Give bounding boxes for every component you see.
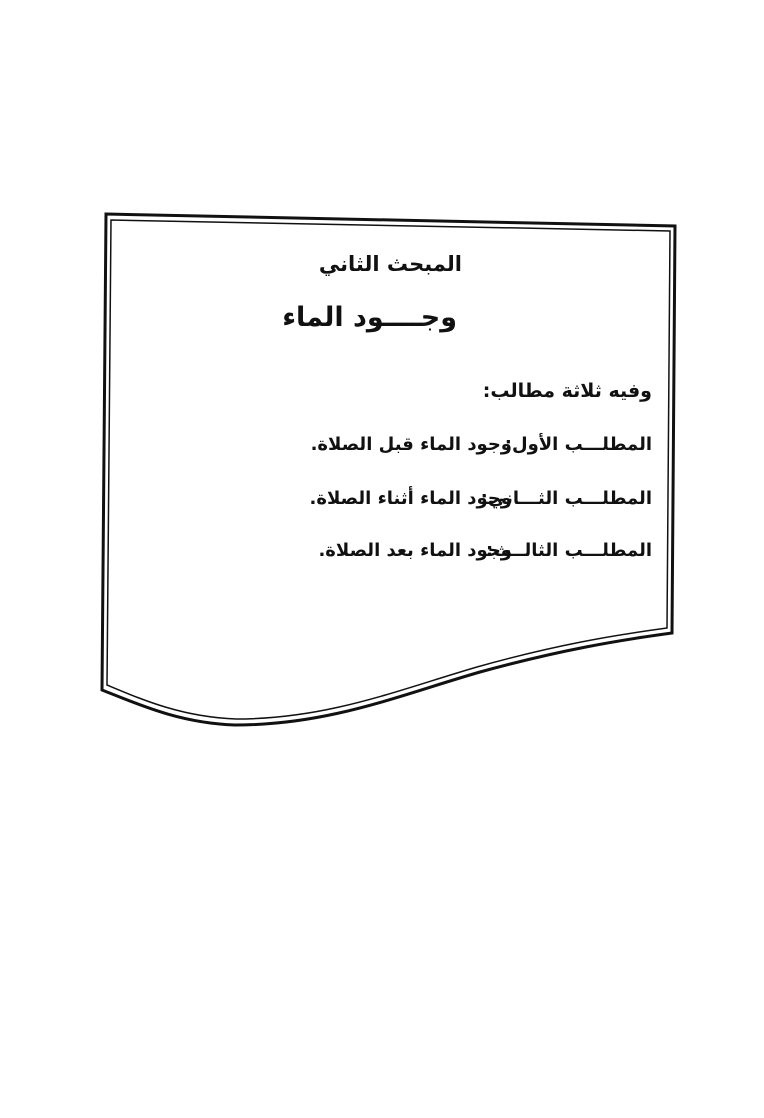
requirement-row bbox=[311, 434, 652, 455]
requirement-row bbox=[318, 540, 652, 561]
frame-inner-line bbox=[107, 220, 670, 719]
requirement-text: وجود الماء قبل الصلاة. bbox=[310, 434, 512, 455]
requirement-row bbox=[310, 488, 652, 509]
section-heading: المبحث الثاني bbox=[318, 252, 462, 276]
requirement-label: المطلـــب الثالــث: bbox=[485, 540, 652, 561]
frame-outer-line bbox=[102, 214, 675, 725]
intro-line: وفيه ثلاثة مطالب: bbox=[482, 380, 652, 402]
requirement-label: المطلـــب الأول: bbox=[504, 434, 652, 455]
requirement-text: وجود الماء بعد الصلاة. bbox=[318, 540, 512, 561]
section-title: وجــــود الماء bbox=[282, 302, 457, 333]
requirement-text: وجود الماء أثناء الصلاة. bbox=[309, 488, 512, 509]
requirement-label: المطلـــب الثـــاني: bbox=[480, 488, 652, 509]
